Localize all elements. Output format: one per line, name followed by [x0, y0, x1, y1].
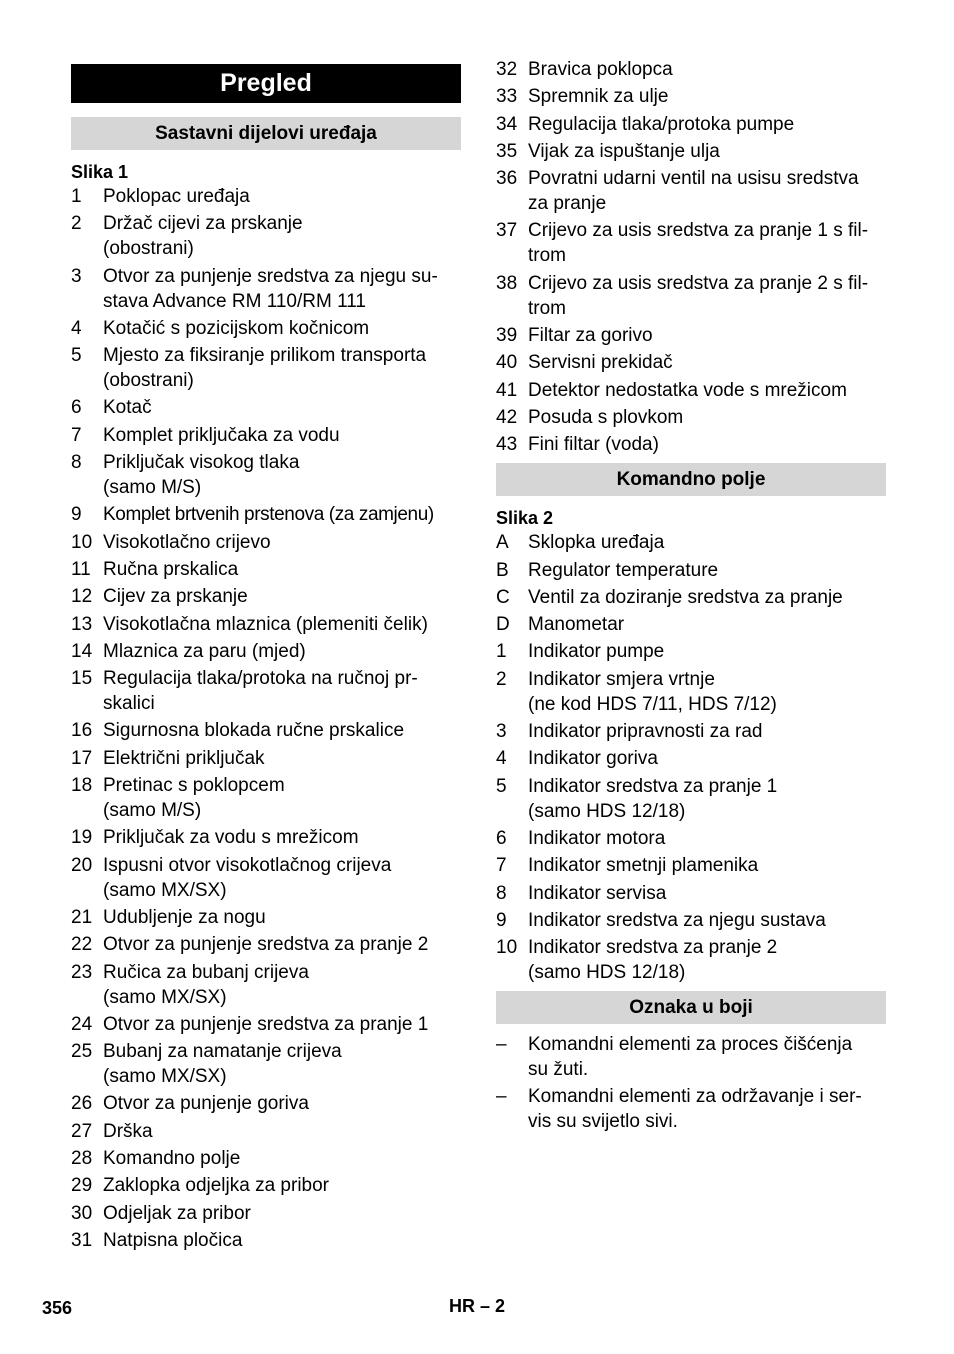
item-text: Regulacija tlaka/protoka pumpe	[528, 113, 795, 135]
component-item-33	[496, 84, 886, 109]
item-number: 28	[71, 1148, 93, 1170]
item-text: Kotačić s pozicijskom kočnicom	[103, 317, 370, 339]
component-item-20	[71, 853, 461, 903]
item-number: 27	[71, 1120, 93, 1142]
item-text: Indikator sredstva za njegu sustava	[528, 909, 826, 931]
item-number: 30	[71, 1202, 93, 1224]
component-item-21	[71, 905, 461, 930]
item-number: 18	[71, 775, 93, 797]
item-text: Indikator sredstva za pranje 1 (samo HDS 12/18)	[528, 775, 778, 822]
item-text: Zaklopka odjeljka za pribor	[103, 1175, 330, 1197]
color-coding-list	[496, 1032, 886, 1134]
component-item-10	[71, 530, 461, 555]
component-item-16	[71, 718, 461, 743]
component-item-11	[71, 557, 461, 582]
item-text: Spremnik za ulje	[528, 86, 669, 108]
component-item-12	[71, 584, 461, 609]
item-number: 10	[71, 531, 93, 553]
item-text: Indikator pripravnosti za rad	[528, 721, 763, 743]
item-text: Priključak za vodu s mrežicom	[103, 827, 359, 849]
item-number: D	[496, 614, 510, 636]
item-number: 2	[71, 213, 82, 235]
section-heading-color-coding: Oznaka u boji	[496, 991, 886, 1024]
item-number: 1	[496, 641, 507, 663]
component-item-41	[496, 378, 886, 403]
component-item-1	[71, 184, 461, 209]
item-text: Pretinac s poklopcem (samo M/S)	[103, 775, 285, 822]
control-item-6	[496, 826, 886, 851]
item-number: 41	[496, 379, 518, 401]
item-number: C	[496, 586, 510, 608]
component-item-34	[496, 112, 886, 137]
component-item-27	[71, 1119, 461, 1144]
control-item-1	[496, 639, 886, 664]
item-number: 36	[496, 168, 518, 190]
item-number: 1	[71, 186, 82, 207]
control-item-2	[496, 667, 886, 717]
figure-label-1: Slika 1	[71, 162, 129, 182]
control-item-B	[496, 558, 886, 583]
item-number: 40	[496, 352, 518, 374]
item-text: Ventil za doziranje sredstva za pranje	[528, 586, 843, 608]
item-text: Visokotlačno crijevo	[103, 531, 271, 553]
component-item-22	[71, 932, 461, 957]
component-item-2	[71, 211, 461, 261]
component-item-29	[71, 1173, 461, 1198]
item-number: 42	[496, 406, 518, 428]
component-item-5	[71, 343, 461, 393]
item-text: Komandno polje	[103, 1148, 241, 1170]
component-item-15	[71, 666, 461, 716]
component-item-23	[71, 960, 461, 1010]
item-number: 10	[496, 937, 518, 959]
component-item-8	[71, 450, 461, 500]
item-number: 32	[496, 59, 518, 80]
control-item-A	[496, 530, 886, 555]
item-text: Natpisna pločica	[103, 1229, 243, 1251]
control-item-5	[496, 774, 886, 824]
item-number: 7	[496, 855, 507, 877]
item-number: 2	[496, 668, 507, 690]
item-number: 6	[496, 827, 507, 849]
item-text: Indikator motora	[528, 827, 666, 849]
item-text: Indikator smetnji plamenika	[528, 855, 759, 877]
item-number: 9	[71, 504, 82, 526]
item-number: 3	[496, 721, 507, 743]
item-number: 16	[71, 720, 93, 742]
color-note-–	[496, 1032, 886, 1082]
item-number: 4	[496, 748, 507, 770]
item-number: 37	[496, 220, 518, 242]
component-item-43	[496, 432, 886, 457]
component-item-14	[71, 639, 461, 664]
component-item-24	[71, 1012, 461, 1037]
component-item-19	[71, 825, 461, 850]
left-column	[71, 57, 461, 1255]
page-title: Pregled	[71, 64, 461, 103]
item-number: 4	[71, 317, 82, 339]
component-item-42	[496, 405, 886, 430]
item-text: Cijev za prskanje	[103, 586, 248, 608]
section-heading-components: Sastavni dijelovi uređaja	[71, 117, 461, 150]
item-text: Električni priključak	[103, 747, 265, 769]
control-item-4	[496, 746, 886, 771]
item-text: Filtar za gorivo	[528, 325, 653, 347]
control-item-8	[496, 881, 886, 906]
item-text: Komplet priključaka za vodu	[103, 424, 340, 446]
component-item-40	[496, 350, 886, 375]
item-text: Ručica za bubanj crijeva (samo MX/SX)	[103, 961, 309, 1008]
item-number: 24	[71, 1013, 93, 1035]
item-text: Komandni elementi za održavanje i ser- vis su svijetlo sivi.	[528, 1086, 862, 1133]
component-item-39	[496, 323, 886, 348]
item-number: 43	[496, 434, 518, 456]
item-number: 34	[496, 113, 518, 135]
item-number: 11	[71, 558, 91, 580]
item-number: 33	[496, 86, 518, 108]
component-item-25	[71, 1039, 461, 1089]
language-page-marker: HR – 2	[449, 1296, 506, 1316]
control-item-9	[496, 908, 886, 933]
item-number: –	[496, 1086, 507, 1108]
figure-label-2: Slika 2	[496, 508, 554, 529]
component-item-31	[71, 1228, 461, 1253]
color-note-–	[496, 1084, 886, 1134]
item-number: 17	[71, 747, 93, 769]
item-text: Regulacija tlaka/protoka na ručnoj pr- skalici	[103, 668, 418, 715]
control-item-D	[496, 612, 886, 637]
item-text: Drška	[103, 1120, 153, 1142]
item-number: 15	[71, 668, 93, 690]
item-text: Indikator smjera vrtnje (ne kod HDS 7/11, HDS 7/12)	[528, 668, 777, 715]
item-number: 39	[496, 325, 518, 347]
item-text: Indikator sredstva za pranje 2 (samo HDS 12/18)	[528, 937, 778, 984]
item-text: Visokotlačna mlaznica (plemeniti čelik)	[103, 613, 428, 635]
control-item-3	[496, 719, 886, 744]
component-item-4	[71, 316, 461, 341]
item-number: 14	[71, 640, 93, 662]
item-text: Povratni udarni ventil na usisu sredstva za pranje	[528, 168, 859, 215]
item-number: 31	[71, 1229, 93, 1251]
control-item-C	[496, 585, 886, 610]
item-number: 12	[71, 586, 93, 608]
item-text: Indikator servisa	[528, 882, 667, 904]
item-text: Detektor nedostatka vode s mrežicom	[528, 379, 847, 401]
control-item-7	[496, 853, 886, 878]
item-text: Kotač	[103, 397, 152, 419]
components-list-part-2	[496, 57, 886, 457]
item-text: Servisni prekidač	[528, 352, 673, 374]
item-text: Bravica poklopca	[528, 59, 673, 80]
item-text: Indikator pumpe	[528, 641, 665, 663]
component-item-37	[496, 218, 886, 268]
item-number: 5	[71, 345, 82, 367]
item-text: Crijevo za usis sredstva za pranje 1 s fil- trom	[528, 220, 869, 267]
item-number: 22	[71, 934, 93, 956]
item-number: 13	[71, 613, 93, 635]
item-text: Sigurnosna blokada ručne prskalice	[103, 720, 405, 742]
component-item-36	[496, 166, 886, 216]
item-text: Posuda s plovkom	[528, 406, 684, 428]
component-item-35	[496, 139, 886, 164]
item-text: Poklopac uređaja	[103, 186, 250, 207]
item-text: Ručna prskalica	[103, 558, 239, 580]
item-text: Komandni elementi za proces čišćenja su žuti.	[528, 1034, 853, 1081]
component-item-18	[71, 773, 461, 823]
item-text: Ispusni otvor visokotlačnog crijeva (samo MX/SX)	[103, 854, 392, 901]
item-number: 21	[71, 906, 93, 928]
item-text: Udubljenje za nogu	[103, 906, 266, 928]
item-number: 6	[71, 397, 82, 419]
component-item-17	[71, 746, 461, 771]
page-number: 356	[42, 1298, 73, 1318]
component-item-13	[71, 612, 461, 637]
right-column	[496, 57, 886, 1136]
component-item-7	[71, 423, 461, 448]
item-number: 9	[496, 909, 507, 931]
item-number: 3	[71, 265, 82, 287]
component-item-6	[71, 395, 461, 420]
component-item-3	[71, 264, 461, 314]
component-item-30	[71, 1201, 461, 1226]
item-text: Regulator temperature	[528, 559, 719, 581]
item-text: Mjesto za fiksiranje prilikom transporta (obostrani)	[103, 345, 427, 392]
component-item-26	[71, 1091, 461, 1116]
component-item-38	[496, 271, 886, 321]
control-item-10	[496, 935, 886, 985]
control-panel-list	[496, 530, 886, 985]
item-number: 29	[71, 1175, 93, 1197]
item-text: Manometar	[528, 614, 625, 636]
item-text: Komplet brtvenih prstenova (za zamjenu)	[103, 504, 434, 526]
item-number: 26	[71, 1093, 93, 1115]
item-number: 19	[71, 827, 93, 849]
component-item-28	[71, 1146, 461, 1171]
item-number: 23	[71, 961, 93, 983]
components-list-part-1	[71, 184, 461, 1253]
item-text: Priključak visokog tlaka (samo M/S)	[103, 452, 300, 499]
item-number: 20	[71, 854, 93, 876]
item-text: Bubanj za namatanje crijeva (samo MX/SX)	[103, 1041, 342, 1088]
component-item-32	[496, 57, 886, 82]
item-text: Odjeljak za pribor	[103, 1202, 251, 1224]
item-number: 38	[496, 272, 518, 294]
item-text: Sklopka uređaja	[528, 532, 665, 554]
item-number: A	[496, 532, 509, 554]
item-text: Otvor za punjenje sredstva za njegu su- stava Advance RM 110/RM 111	[103, 265, 438, 312]
item-text: Vijak za ispuštanje ulja	[528, 140, 720, 162]
item-number: 8	[496, 882, 507, 904]
item-text: Otvor za punjenje goriva	[103, 1093, 309, 1115]
item-number: –	[496, 1034, 507, 1056]
item-text: Držač cijevi za prskanje (obostrani)	[103, 213, 303, 260]
item-number: 35	[496, 140, 518, 162]
item-text: Mlaznica za paru (mjed)	[103, 640, 306, 662]
item-number: B	[496, 559, 509, 581]
item-number: 8	[71, 452, 82, 474]
item-text: Otvor za punjenje sredstva za pranje 2	[103, 934, 429, 956]
item-text: Fini filtar (voda)	[528, 434, 659, 456]
item-text: Indikator goriva	[528, 748, 658, 770]
item-text: Otvor za punjenje sredstva za pranje 1	[103, 1013, 429, 1035]
item-number: 5	[496, 775, 507, 797]
item-number: 7	[71, 424, 82, 446]
component-item-9	[71, 502, 461, 527]
section-heading-control-panel: Komandno polje	[496, 463, 886, 496]
item-number: 25	[71, 1041, 93, 1063]
item-text: Crijevo za usis sredstva za pranje 2 s fil- trom	[528, 272, 869, 319]
